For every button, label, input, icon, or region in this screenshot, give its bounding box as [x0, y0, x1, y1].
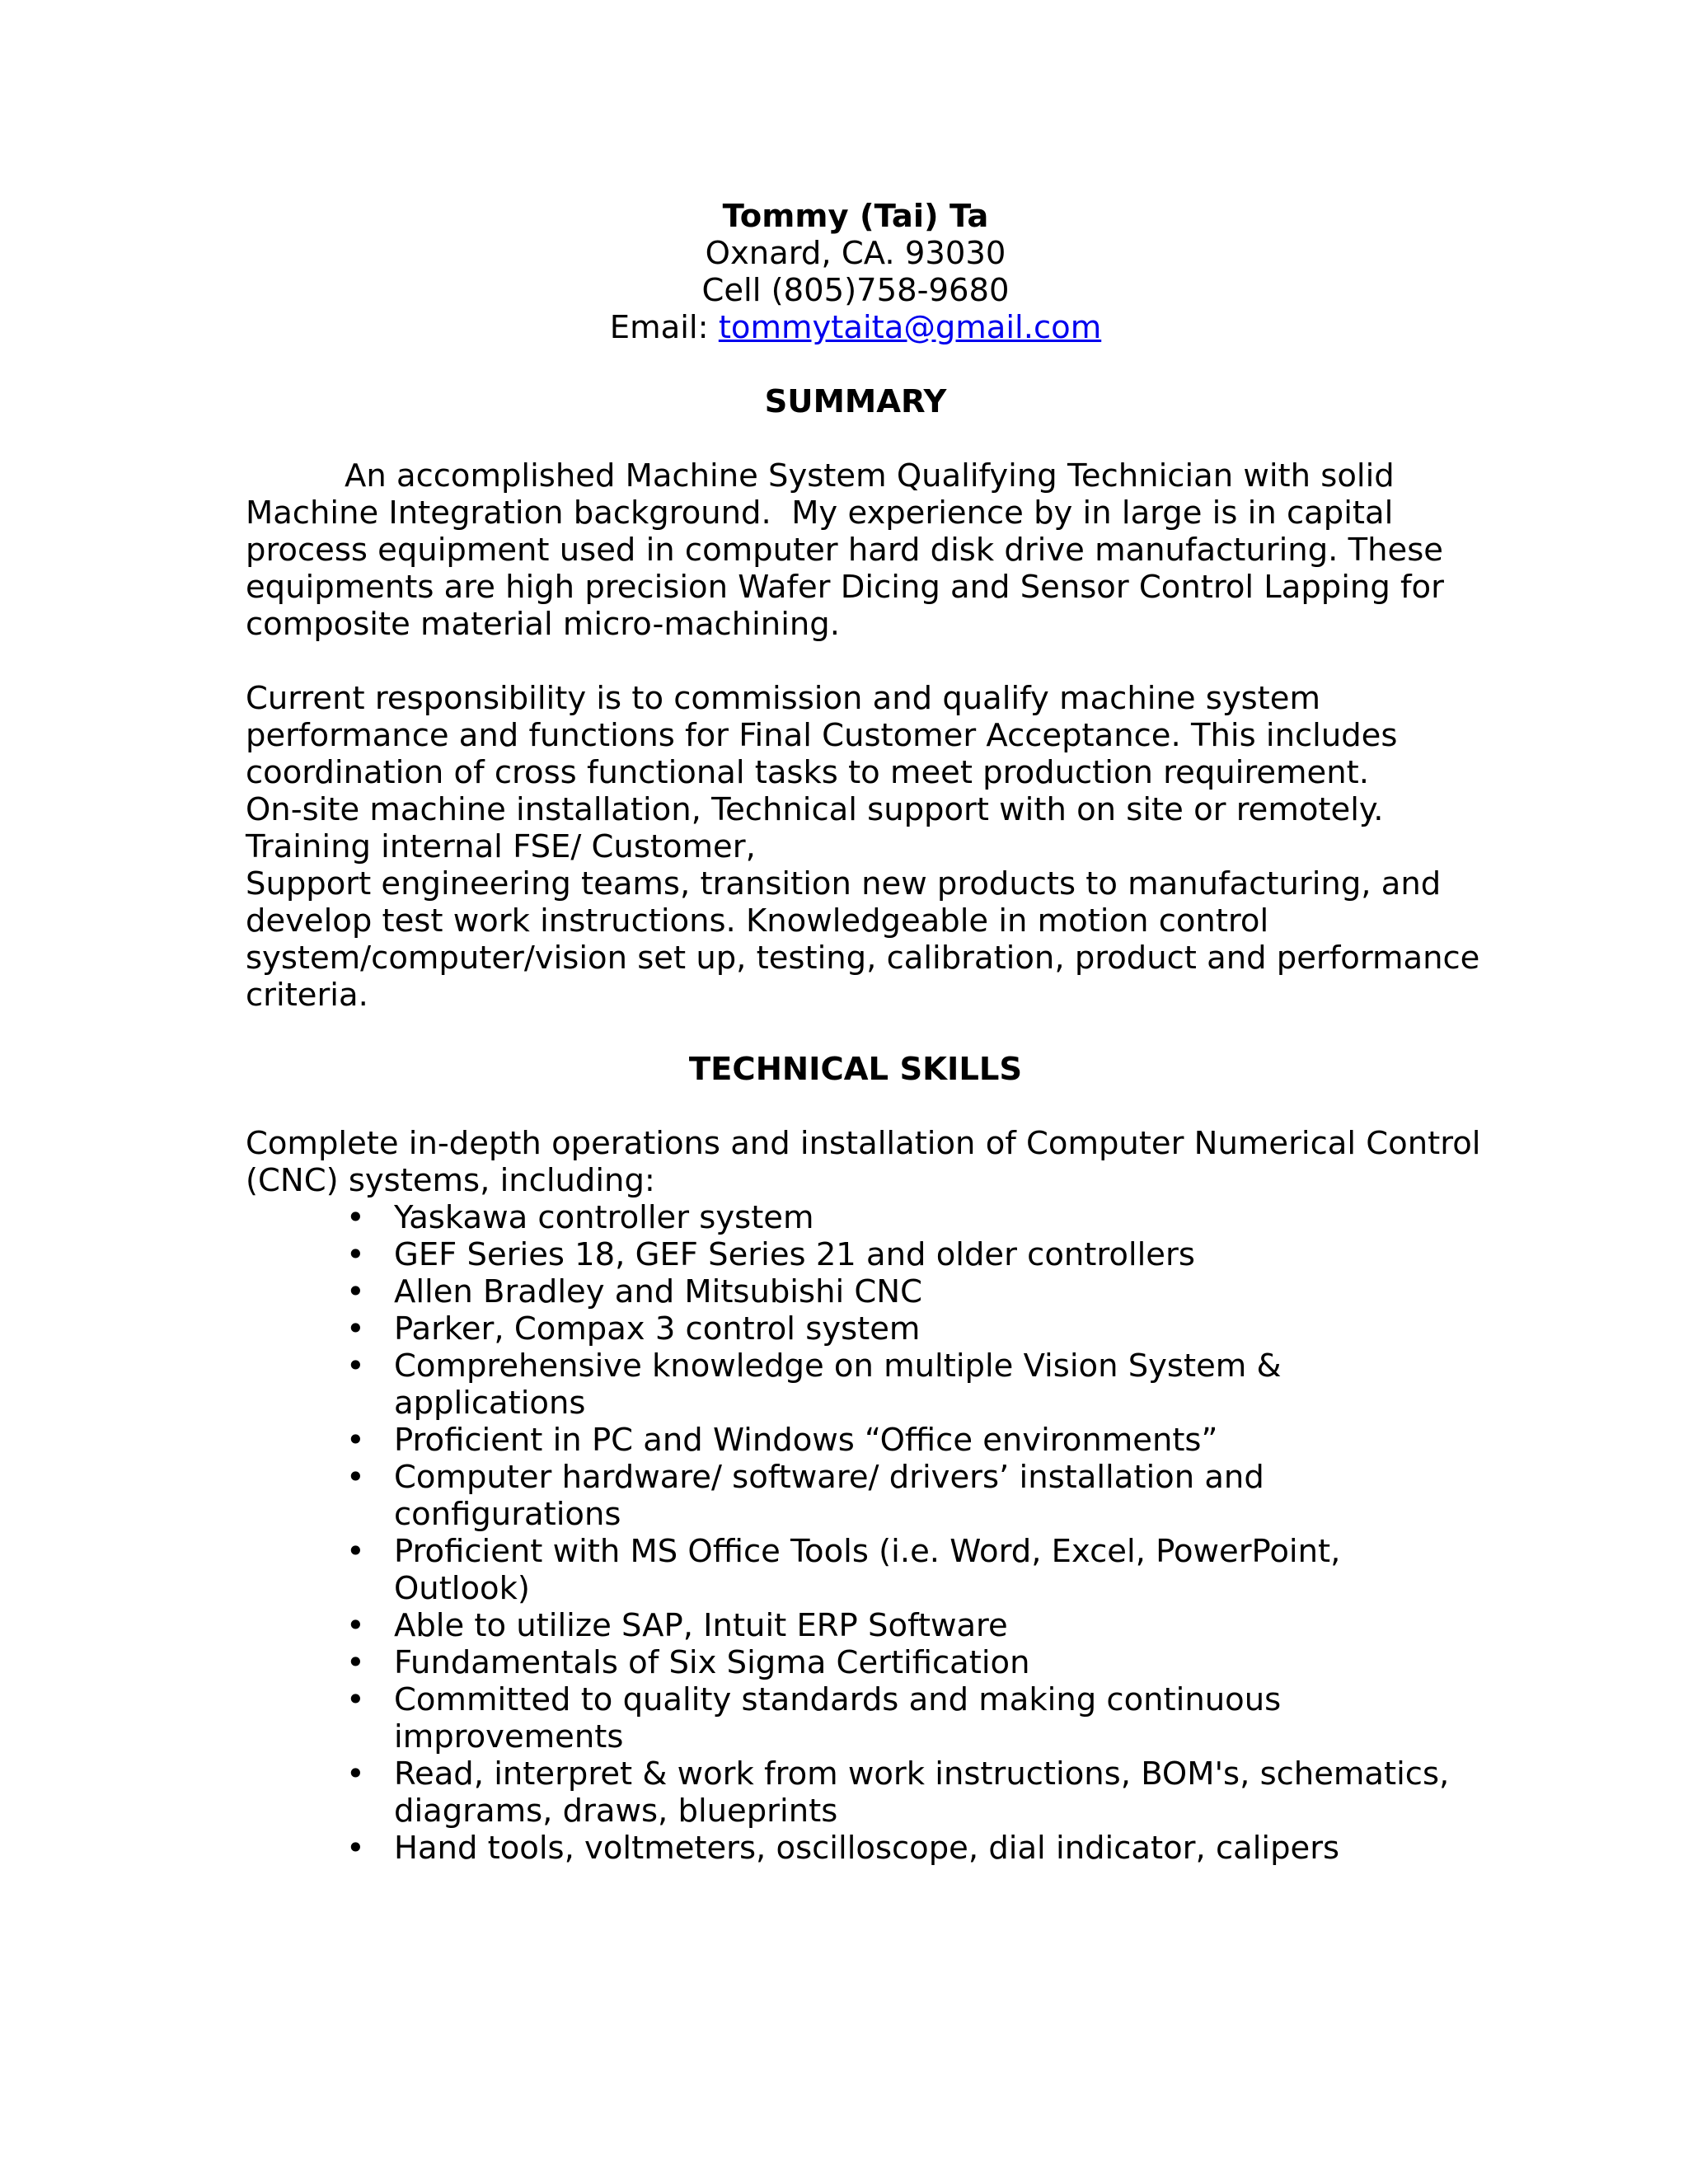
candidate-email-line [246, 309, 1465, 346]
bullet-icon: • [346, 1347, 365, 1385]
bullet-icon: • [346, 1459, 365, 1496]
skill-text: Committed to quality standards and making continuous improvements [394, 1681, 1282, 1755]
candidate-location: Oxnard, CA. 93030 [705, 235, 1006, 272]
summary-line: Training internal FSE/ Customer, [246, 828, 756, 865]
list-item [246, 1681, 1465, 1755]
summary-paragraph-2 [246, 680, 1480, 1014]
list-item [246, 1347, 1465, 1422]
bullet-icon: • [346, 1533, 365, 1570]
bullet-icon: • [346, 1310, 365, 1347]
summary-line: composite material micro-machining. [246, 606, 840, 643]
skill-text: Read, interpret & work from work instructions, BOM's, schematics, diagrams, draws, blueprints [394, 1755, 1450, 1830]
skill-text: Computer hardware/ software/ drivers’ installation and configurations [394, 1459, 1264, 1533]
list-item [246, 1755, 1465, 1830]
bullet-icon: • [346, 1273, 365, 1310]
list-item [246, 1273, 1465, 1310]
summary-line: coordination of cross functional tasks to meet production requirement. [246, 754, 1369, 791]
summary-heading: SUMMARY [764, 383, 947, 420]
summary-line: Current responsibility is to commission and qualify machine system [246, 680, 1320, 717]
summary-paragraph-1 [246, 457, 1465, 643]
summary-line: Support engineering teams, transition new products to manufacturing, and [246, 865, 1442, 902]
summary-line: Machine Integration background. My experience by in large is in capital [246, 494, 1394, 532]
skill-text: Fundamentals of Six Sigma Certification [394, 1644, 1030, 1681]
bullet-icon: • [346, 1199, 365, 1236]
summary-line: performance and functions for Final Customer Acceptance. This includes [246, 717, 1398, 754]
bullet-icon: • [346, 1830, 365, 1867]
skills-list [246, 1199, 1465, 1867]
candidate-phone: Cell (805)758-9680 [701, 272, 1010, 309]
bullet-icon: • [346, 1644, 365, 1681]
bullet-icon: • [346, 1236, 365, 1273]
summary-line: system/computer/vision set up, testing, calibration, product and performance [246, 940, 1480, 977]
list-item [246, 1310, 1465, 1347]
list-item [246, 1199, 1465, 1236]
summary-line: On-site machine installation, Technical support with on site or remotely. [246, 791, 1384, 828]
list-item [246, 1459, 1465, 1533]
skills-intro-line: (CNC) systems, including: [246, 1162, 655, 1199]
skill-text: Hand tools, voltmeters, oscilloscope, dial indicator, calipers [394, 1830, 1340, 1867]
list-item [246, 1607, 1465, 1644]
bullet-icon: • [346, 1607, 365, 1644]
skill-text: Comprehensive knowledge on multiple Vision System & applications [394, 1347, 1282, 1422]
bullet-icon: • [346, 1681, 365, 1718]
email-label: Email: [609, 309, 719, 346]
resume-page [246, 198, 1481, 1867]
technical-skills-heading: TECHNICAL SKILLS [688, 1051, 1023, 1088]
summary-line: criteria. [246, 977, 368, 1014]
skill-text: Proficient in PC and Windows “Office environments” [394, 1422, 1218, 1459]
list-item [246, 1830, 1465, 1867]
skill-text: Proficient with MS Office Tools (i.e. Word, Excel, PowerPoint, Outlook) [394, 1533, 1341, 1607]
contact-header [246, 198, 1465, 346]
summary-line: An accomplished Machine System Qualifying Technician with solid [345, 457, 1395, 494]
skills-intro [246, 1125, 1481, 1199]
skill-text: Allen Bradley and Mitsubishi CNC [394, 1273, 922, 1310]
bullet-icon: • [346, 1422, 365, 1459]
skill-text: Yaskawa controller system [394, 1199, 814, 1236]
skill-text: Parker, Compax 3 control system [394, 1310, 921, 1347]
summary-line: process equipment used in computer hard disk drive manufacturing. These [246, 532, 1443, 569]
summary-line: develop test work instructions. Knowledgeable in motion control [246, 902, 1269, 940]
list-item [246, 1236, 1465, 1273]
list-item [246, 1422, 1465, 1459]
skill-text: GEF Series 18, GEF Series 21 and older controllers [394, 1236, 1195, 1273]
summary-line: equipments are high precision Wafer Dicing and Sensor Control Lapping for [246, 569, 1444, 606]
skill-text: Able to utilize SAP, Intuit ERP Software [394, 1607, 1008, 1644]
list-item [246, 1533, 1465, 1607]
skills-intro-line: Complete in-depth operations and installation of Computer Numerical Control [246, 1125, 1481, 1162]
email-link[interactable]: tommytaita@gmail.com [718, 309, 1102, 346]
candidate-name: Tommy (Tai) Ta [722, 198, 989, 235]
bullet-icon: • [346, 1755, 365, 1793]
list-item [246, 1644, 1465, 1681]
